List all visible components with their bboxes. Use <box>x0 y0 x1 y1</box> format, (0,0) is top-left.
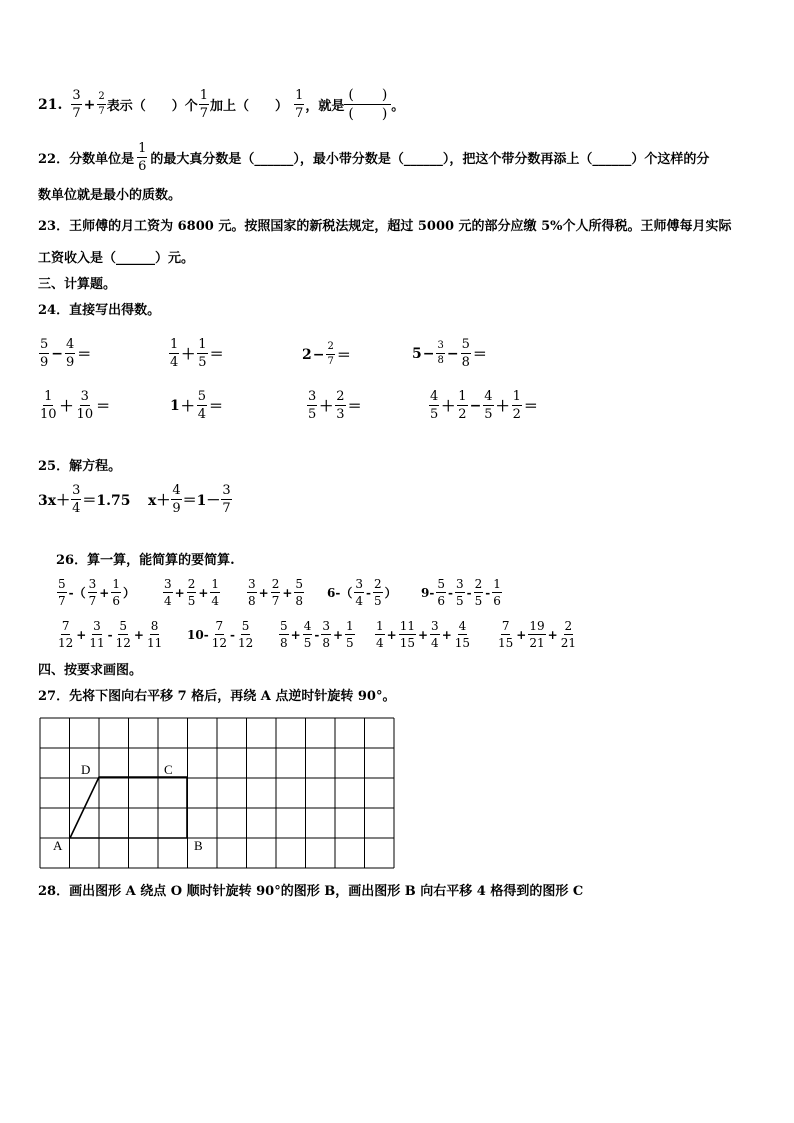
q25-title: 25．解方程。 <box>38 459 122 474</box>
q26-expression <box>278 620 356 649</box>
operator: + <box>516 627 527 642</box>
q26-expression <box>496 620 578 649</box>
fraction: $\frac{2}{21}$ <box>560 619 576 650</box>
operator: + <box>332 627 344 642</box>
fraction: 1 4 <box>376 619 384 650</box>
operator: + <box>290 627 301 642</box>
q21-fraction-3: 1 7 <box>199 88 209 121</box>
label-c: C <box>164 762 173 777</box>
fraction: $\frac{1}{6}$ <box>112 577 120 608</box>
label-a: A <box>53 838 63 853</box>
q22-fraction: 1 6 <box>138 141 147 174</box>
fraction: 7 12 <box>58 619 74 650</box>
fraction: 3 4 <box>164 577 172 608</box>
q24-expr-4: 5 − $\frac{3}{8}$ − $\frac{5}{8}$ ＝ <box>412 337 487 370</box>
q26-expression <box>186 620 255 649</box>
operator: + <box>547 627 558 642</box>
fraction: $\frac{8}{11}$ <box>146 619 163 650</box>
section-4-heading: 四、按要求画图。 <box>38 663 143 678</box>
operator: - <box>447 585 453 600</box>
fraction: 2 5 <box>474 577 483 608</box>
operator: - <box>365 585 371 600</box>
q26-expression <box>162 578 221 607</box>
fraction: $\frac{1}{4}$ <box>211 577 220 608</box>
fraction: $\frac{1}{5}$ <box>346 619 354 650</box>
q21-text-3: ，就是 <box>305 99 345 114</box>
q21-fraction-4: 1 7 <box>295 88 304 121</box>
operator: -（ <box>68 586 86 600</box>
fraction: $\frac{3}{11}$ <box>89 619 105 650</box>
fraction: $\frac{19}{21}$ <box>529 619 545 650</box>
operator: - <box>229 627 235 642</box>
q22-line-2: 数单位就是最小的质数。 <box>38 188 182 203</box>
fraction: 7 12 <box>211 619 227 650</box>
q24-expr-1: 5 9 − $\frac{4}{9}$ ＝ <box>40 337 92 370</box>
fraction: 3 8 <box>322 619 330 650</box>
fraction: 5 6 <box>437 577 445 608</box>
label-b: B <box>194 838 203 853</box>
q26-expression <box>56 620 164 649</box>
question-22 <box>38 142 709 173</box>
q24-title: 24．直接写出得数。 <box>38 303 161 318</box>
operator: + <box>417 627 429 642</box>
q25-equation-1: 3x＋ 3 4 ＝1.75 <box>38 483 131 516</box>
operator: + <box>99 585 110 600</box>
operator: - <box>107 627 113 642</box>
grid-lines <box>40 718 394 868</box>
q24-expr-2: 1 4 ＋ 1 5 ＝ <box>170 337 224 370</box>
operator: ） <box>384 586 397 600</box>
operator: + <box>282 585 293 600</box>
fraction: $\frac{2}{5}$ <box>187 577 196 608</box>
fraction: $\frac{5}{8}$ <box>295 577 304 608</box>
q27-grid-figure <box>36 714 398 872</box>
q27-title: 27．先将下图向右平移 7 格后，再绕 A 点逆时针旋转 90°。 <box>38 689 396 704</box>
fraction: 3 4 <box>355 577 363 608</box>
q24-expr-7: 3 5 ＋ 2 3 ＝ <box>308 389 362 422</box>
q26-expression <box>246 578 305 607</box>
fraction: $\frac{4}{5}$ <box>303 619 312 650</box>
operator: 6-（ <box>327 586 353 600</box>
operator: ） <box>122 586 135 600</box>
operator: + <box>133 627 144 642</box>
fraction: $\frac{3}{4}$ <box>431 619 439 650</box>
q26-expression <box>420 578 503 607</box>
q23-line-2: 工资收入是（______）元。 <box>38 251 195 266</box>
fraction: 3 7 <box>88 577 97 608</box>
operator: 9- <box>421 585 435 600</box>
q21-number: 21. <box>38 96 63 113</box>
operator: + <box>441 627 452 642</box>
q25-equation-2: x＋ 4 9 ＝1－ 3 7 <box>148 483 231 516</box>
q26-expression <box>56 578 136 607</box>
operator: 10- <box>187 627 209 642</box>
fraction: 5 7 <box>58 577 66 608</box>
q21-fraction-1: 3 7 <box>72 88 81 121</box>
q26-title: 26．算一算，能简算的要简算. <box>56 553 235 568</box>
operator: + <box>386 627 397 642</box>
fraction: 7 15 <box>498 619 514 650</box>
operator: + <box>258 585 269 600</box>
q24-expr-3: 2 − $\frac{2}{7}$ ＝ <box>302 341 351 367</box>
q21-answer-blank: ( ) ( ) <box>344 88 391 121</box>
q24-expr-5: 1 10 ＋ 3 10 ＝ <box>40 389 111 422</box>
q28-title: 28．画出图形 A 绕点 O 顺时针旋转 90°的图形 B，画出图形 B 向右平移 4 格得到的图形 C <box>38 884 584 899</box>
q24-expr-6: 1 ＋ 5 4 ＝ <box>170 389 224 422</box>
operator: - <box>466 585 472 600</box>
fraction: 5 12 <box>115 619 131 650</box>
fraction: 5 12 <box>237 619 254 650</box>
label-d: D <box>81 762 91 777</box>
fraction: $\frac{4}{15}$ <box>454 619 471 650</box>
operator: - <box>314 627 320 642</box>
fraction: 3 8 <box>248 577 256 608</box>
q22-text-1: 22．分数单位是 <box>38 152 135 167</box>
operator: - <box>485 585 491 600</box>
q22-text-2: 的最大真分数是（______），最小带分数是（______），把这个带分数再添上（______）个这样的分 <box>150 152 710 167</box>
fraction: 5 8 <box>280 619 288 650</box>
operator: + <box>198 585 209 600</box>
fraction: 2 5 <box>373 577 382 608</box>
q26-expression <box>326 578 398 607</box>
fraction: 3 5 <box>455 577 464 608</box>
question-21: 21. 3 7 + $\frac{2}{7}$ 表示（ ）个 1 7 加上（ ） 1 7 ，就是 ( ) ( ) 。 <box>38 87 405 122</box>
q26-expression <box>374 620 472 649</box>
section-3-heading: 三、计算题。 <box>38 277 117 292</box>
fraction: $\frac{11}{15}$ <box>399 619 415 650</box>
fraction: 1 6 <box>493 577 501 608</box>
q21-text-2: 加上（ ） <box>210 99 289 114</box>
operator: + <box>174 585 185 600</box>
fraction: $\frac{2}{7}$ <box>271 577 280 608</box>
q21-text-1: 表示（ ）个 <box>106 99 198 114</box>
q21-fraction-2: $\frac{2}{7}$ <box>98 91 105 117</box>
q23-line-1: 23．王师傅的月工资为 6800 元。按照国家的新税法规定，超过 5000 元的部分应缴 5%个人所得税。王师傅每月实际 <box>38 219 732 234</box>
operator: + <box>76 627 87 642</box>
q24-expr-8: 4 5 ＋ 1 2 − $\frac{4}{5}$ ＋ 1 2 ＝ <box>430 389 538 422</box>
